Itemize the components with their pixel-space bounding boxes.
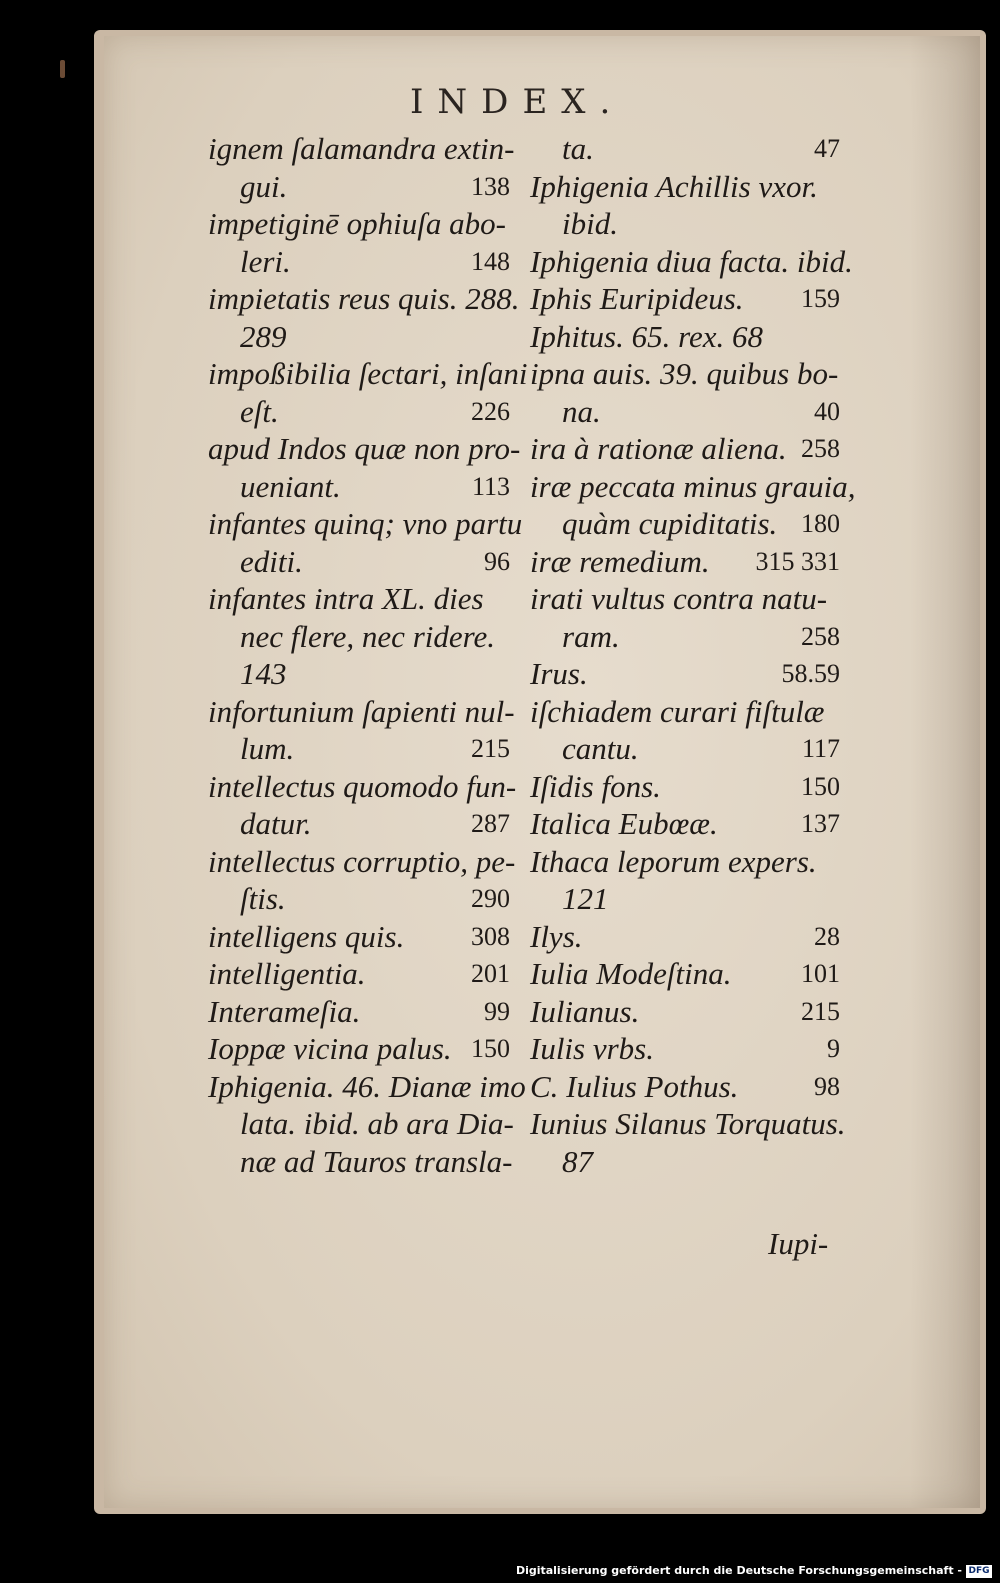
index-entry — [530, 543, 840, 581]
index-entry — [208, 805, 510, 843]
index-entry — [208, 655, 510, 693]
index-entry-page-number: 180 — [801, 509, 840, 538]
index-entry — [208, 168, 510, 206]
index-entry-text: infantes quinq; vno partu — [208, 506, 523, 541]
index-entry — [208, 205, 510, 243]
dfg-logo: DFG — [966, 1565, 992, 1578]
index-entry — [530, 505, 840, 543]
footer-bar — [0, 1559, 1000, 1583]
index-entry — [208, 918, 510, 956]
index-entry-text: Iulianus. — [530, 993, 640, 1029]
index-entry — [208, 280, 520, 318]
index-entry — [208, 505, 523, 543]
index-entry-text: 121 — [562, 881, 609, 916]
index-entry-page-number: 201 — [471, 959, 510, 988]
index-entry-text: Irus. — [530, 656, 588, 691]
index-entry — [208, 730, 510, 768]
index-entry-text: iſchiadem curari fiſtulæ — [530, 693, 825, 729]
index-entry-page-number: 290 — [471, 884, 510, 913]
index-entry-page-number: 117 — [801, 734, 840, 763]
index-entry — [208, 130, 515, 168]
bookmark-mark — [60, 60, 65, 78]
index-entry-text: leri. — [240, 243, 291, 279]
index-entry-page-number: 258 — [801, 621, 840, 651]
index-entry-page-number: 28 — [814, 921, 840, 951]
index-entry-page-number: 99 — [484, 996, 510, 1026]
index-entry-text: Italica Eubœæ. — [530, 806, 718, 841]
index-entry-page-number: 150 — [801, 771, 840, 801]
index-entry-text: Interameſia. — [208, 993, 361, 1029]
index-entry-text: infortunium ſapienti nul- — [208, 693, 515, 729]
funding-credit: Digitalisierung gefördert durch die Deutsche Forschungsgemeinschaft - — [515, 1564, 962, 1577]
index-entry — [530, 205, 840, 243]
index-column-left — [208, 130, 528, 1180]
index-entry — [530, 130, 840, 168]
index-entry — [530, 468, 856, 506]
page-spine-shadow — [910, 36, 980, 1508]
index-entry-text: ira à rationæ aliena. — [530, 431, 787, 466]
index-entry-text: Iphis Euripideus. — [530, 281, 744, 316]
index-entry — [208, 843, 516, 881]
index-entry — [530, 843, 840, 881]
index-entry — [530, 805, 840, 843]
index-entry-text: intellectus quomodo fun- — [208, 768, 517, 804]
index-entry-text: ſtis. — [240, 881, 286, 916]
index-entry — [530, 1105, 846, 1143]
index-entry — [530, 655, 840, 693]
index-entry — [530, 243, 853, 281]
index-entry-text: na. — [562, 393, 601, 429]
index-entry-page-number: 98 — [814, 1071, 840, 1101]
index-entry-page-number: 150 — [471, 1034, 510, 1063]
index-entry-text: datur. — [240, 806, 312, 841]
index-entry-text: infantes intra XL. dies — [208, 581, 484, 616]
index-entry — [208, 768, 517, 806]
index-entry-text: lata. ibid. ab ara Dia- — [240, 1106, 514, 1141]
index-entry — [530, 880, 840, 918]
index-entry-text: ibid. — [562, 206, 618, 241]
index-entry-text: apud Indos quæ non pro- — [208, 431, 521, 466]
index-entry — [530, 730, 840, 768]
index-entry-text: Iſidis fons. — [530, 768, 661, 804]
index-entry-text: Ithaca leporum expers. — [530, 843, 817, 879]
catchword: Iupi- — [768, 1226, 829, 1261]
index-entry — [208, 880, 510, 918]
index-entry-text: 143 — [240, 656, 287, 691]
index-entry — [530, 993, 840, 1031]
index-entry-page-number: 315 331 — [755, 546, 840, 576]
index-entry-text: impietatis reus quis. 288. — [208, 281, 520, 316]
index-entry-text: nec flere, nec ridere. — [240, 618, 496, 654]
index-entry-text: impoßibilia ſectari, inſani — [208, 356, 528, 391]
index-entry-page-number: 308 — [471, 921, 510, 951]
index-entry-page-number: 148 — [471, 246, 510, 276]
index-entry-text: ueniant. — [240, 468, 341, 504]
index-entry — [208, 580, 510, 618]
index-entry-text: eſt. — [240, 393, 279, 429]
index-entry-text: Iulis vrbs. — [530, 1031, 654, 1066]
index-entry-text: Iphigenia. 46. Dianæ imo — [208, 1068, 526, 1104]
index-entry-page-number: 215 — [471, 734, 510, 763]
index-entry — [530, 1143, 840, 1181]
index-entry — [530, 918, 840, 956]
index-entry — [208, 1143, 513, 1181]
index-entry — [208, 543, 510, 581]
index-column-right — [530, 130, 856, 1180]
index-entry-text: iræ peccata minus grauia, — [530, 468, 856, 504]
index-entry-text: Ilys. — [530, 918, 583, 954]
index-entry-text: Iulia Modeſtina. — [530, 956, 732, 991]
index-entry — [530, 955, 840, 993]
index-entry-text: editi. — [240, 543, 303, 579]
index-entry — [530, 1030, 840, 1068]
index-entry-text: næ ad Tauros transla- — [240, 1143, 513, 1179]
index-entry — [208, 468, 510, 506]
index-entry — [208, 618, 510, 656]
index-entry-page-number: 226 — [471, 396, 510, 426]
index-entry — [530, 693, 840, 731]
index-entry-text: Iphigenia Achillis vxor. — [530, 168, 818, 204]
index-entry-text: Ioppæ vicina palus. — [208, 1031, 452, 1066]
index-entry — [208, 1105, 514, 1143]
page-header: INDEX. — [410, 82, 625, 122]
index-entry — [530, 318, 840, 356]
index-entry — [530, 768, 840, 806]
index-entry — [208, 430, 521, 468]
index-entry-text: Iphitus. 65. rex. 68 — [530, 318, 764, 354]
index-entry — [208, 693, 515, 731]
index-entry — [530, 393, 840, 431]
index-entry-text: quàm cupiditatis. — [562, 506, 778, 541]
index-entry-page-number: 9 — [827, 1034, 840, 1063]
index-entry-text: ta. — [562, 131, 594, 166]
index-entry-text: intellectus corruptio, pe- — [208, 843, 516, 879]
index-entry-text: 87 — [562, 1143, 593, 1179]
index-entry — [208, 1068, 526, 1106]
index-entry-text: lum. — [240, 731, 295, 766]
index-entry-text: intelligentia. — [208, 956, 366, 991]
index-entry-text: iræ remedium. — [530, 543, 710, 579]
index-entry-page-number: 138 — [471, 171, 510, 201]
index-entry — [208, 393, 510, 431]
index-entry-page-number: 47 — [814, 134, 840, 163]
index-entry-text: gui. — [240, 168, 288, 204]
index-entry — [530, 580, 840, 618]
index-entry-page-number: 58.59 — [781, 659, 840, 688]
index-entry — [208, 243, 510, 281]
index-entry-text: ipna auis. 39. quibus bo- — [530, 356, 839, 391]
index-entry-page-number: 258 — [801, 434, 840, 463]
index-entry-page-number: 287 — [471, 809, 510, 838]
index-entry-page-number: 40 — [814, 396, 840, 426]
index-entry-text: irati vultus contra natu- — [530, 581, 828, 616]
index-entry-text: Iunius Silanus Torquatus. — [530, 1106, 846, 1141]
index-entry — [530, 168, 840, 206]
index-entry-page-number: 113 — [471, 471, 510, 501]
index-entry — [208, 355, 528, 393]
index-entry-text: ram. — [562, 618, 620, 654]
index-entry — [208, 1030, 510, 1068]
index-entry-page-number: 101 — [801, 959, 840, 988]
index-entry — [208, 993, 510, 1031]
index-entry-page-number: 215 — [801, 996, 840, 1026]
index-entry-text: 289 — [240, 318, 287, 354]
index-entry-text: intelligens quis. — [208, 918, 405, 954]
index-entry — [530, 280, 840, 318]
index-entry-text: cantu. — [562, 731, 639, 766]
index-entry — [208, 955, 510, 993]
index-entry-text: C. Iulius Pothus. — [530, 1068, 739, 1104]
index-entry — [530, 1068, 840, 1106]
index-entry — [530, 355, 840, 393]
index-entry — [208, 318, 510, 356]
index-entry-page-number: 96 — [484, 546, 510, 576]
index-entry — [530, 430, 840, 468]
index-entry-text: impetiginē ophiuſa abo- — [208, 206, 506, 241]
index-entry — [530, 618, 840, 656]
index-entry-text: ignem ſalamandra extin- — [208, 131, 515, 166]
index-entry-page-number: 159 — [801, 284, 840, 313]
index-entry-text: Iphigenia diua facta. ibid. — [530, 243, 853, 279]
index-entry-page-number: 137 — [801, 809, 840, 838]
